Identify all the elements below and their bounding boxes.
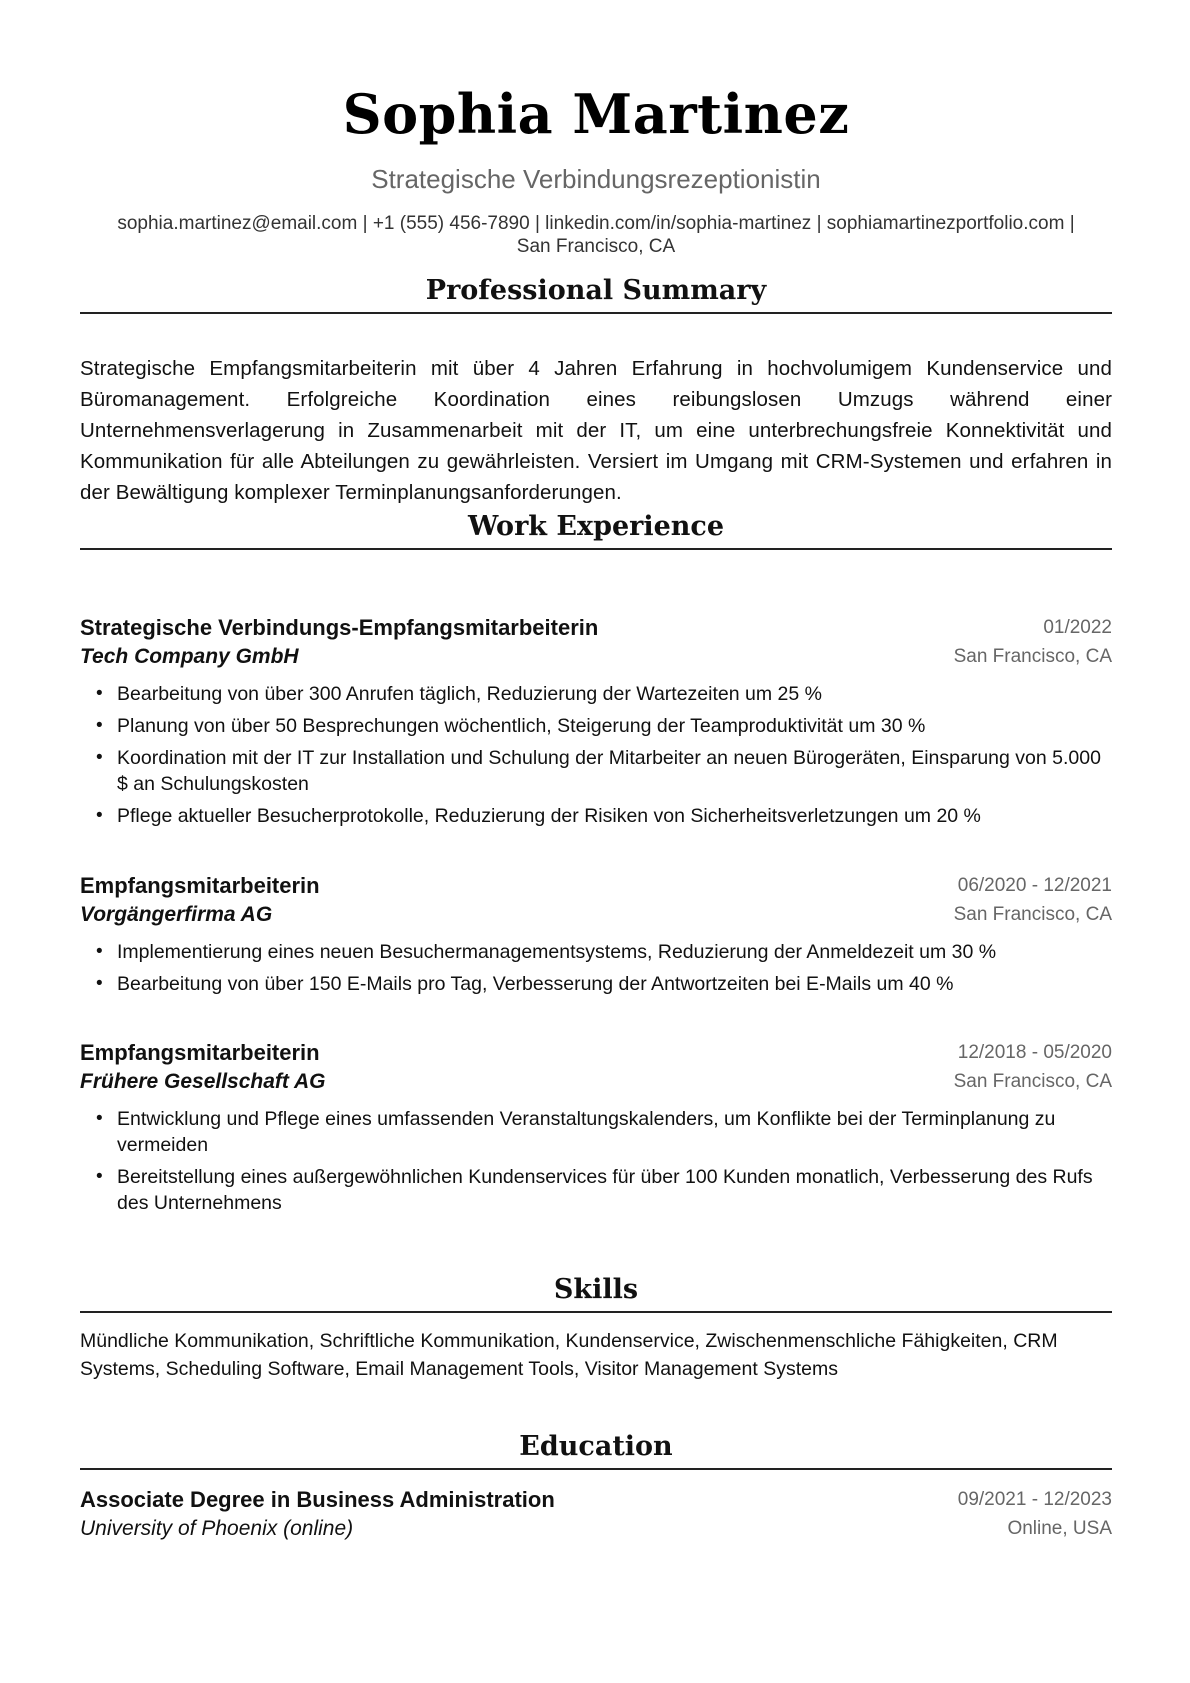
contact-line-2: San Francisco, CA bbox=[516, 236, 676, 257]
education-section bbox=[80, 1431, 1112, 1470]
bullet-item: • Bearbeitung von über 300 Anrufen täglich, Reduzierung der Wartezeiten um 25 % bbox=[80, 681, 1112, 707]
section-title-experience: Work Experience bbox=[80, 511, 1112, 550]
school-name: University of Phoenix (online) bbox=[80, 1517, 354, 1540]
skills-section bbox=[80, 1274, 1112, 1313]
job-location: San Francisco, CA bbox=[953, 904, 1112, 925]
bullet-item: • Pflege aktueller Besucherprotokolle, Reduzierung der Risiken von Sicherheitsverletzungen um 20 % bbox=[80, 803, 1112, 829]
candidate-title: Strategische Verbindungsrezeptionistin bbox=[371, 164, 821, 194]
education-date: 09/2021 - 12/2023 bbox=[957, 1489, 1112, 1510]
bullet-item: • Bearbeitung von über 150 E-Mails pro Tag, Verbesserung der Antwortzeiten bei E-Mails um 40 % bbox=[80, 971, 1112, 997]
job-bullets bbox=[80, 681, 1112, 829]
job-title: Empfangsmitarbeiterin bbox=[80, 1040, 320, 1065]
education-entry bbox=[80, 1487, 1112, 1547]
job-entry bbox=[80, 615, 1112, 835]
job-date: 06/2020 - 12/2021 bbox=[957, 875, 1112, 896]
job-date: 12/2018 - 05/2020 bbox=[957, 1042, 1112, 1063]
section-title-summary: Professional Summary bbox=[80, 275, 1112, 314]
job-entry bbox=[80, 1040, 1112, 1222]
job-bullets bbox=[80, 939, 1112, 997]
job-title: Strategische Verbindungs-Empfangsmitarbeiterin bbox=[80, 615, 599, 640]
bullet-item: • Implementierung eines neuen Besuchermanagementsystems, Reduzierung der Anmeldezeit um 30 % bbox=[80, 939, 1112, 965]
job-company: Vorgängerfirma AG bbox=[80, 903, 273, 926]
job-location: San Francisco, CA bbox=[953, 1071, 1112, 1092]
job-company: Tech Company GmbH bbox=[80, 645, 299, 668]
job-entry bbox=[80, 873, 1112, 1003]
job-date: 01/2022 bbox=[1043, 617, 1112, 638]
contact-line-1: sophia.martinez@email.com | +1 (555) 456-7890 | linkedin.com/in/sophia-martinez | sophiamartinezportfolio.com | bbox=[117, 213, 1075, 234]
job-title: Empfangsmitarbeiterin bbox=[80, 873, 320, 898]
job-location: San Francisco, CA bbox=[953, 646, 1112, 667]
section-title-skills: Skills bbox=[80, 1274, 1112, 1313]
summary-text: Strategische Empfangsmitarbeiterin mit über 4 Jahren Erfahrung in hochvolumigem Kundenservice und Büromanagement. Erfolgreiche Koordination eines reibungslosen Umzugs während einer Unternehmensverlagerung in Zusammenarbeit mit der IT, um eine unterbrechungsfreie Konnektivität und Kommunikation für alle Abteilungen zu gewährleisten. Versiert im Umgang mit CRM-Systemen und erfahren in der Bewältigung komplexer Terminplanungsanforderungen. bbox=[80, 357, 1112, 504]
section-title-education: Education bbox=[80, 1431, 1112, 1470]
bullet-item: • Entwicklung und Pflege eines umfassenden Veranstaltungskalenders, um Konflikte bei der Terminplanung zu vermeiden bbox=[80, 1106, 1112, 1158]
experience-section bbox=[80, 511, 1112, 550]
bullet-item: • Planung von über 50 Besprechungen wöchentlich, Steigerung der Teamproduktivität um 30 % bbox=[80, 713, 1112, 739]
contact-info bbox=[80, 212, 1112, 258]
job-bullets bbox=[80, 1106, 1112, 1216]
education-location: Online, USA bbox=[1007, 1518, 1112, 1539]
job-company: Frühere Gesellschaft AG bbox=[80, 1070, 326, 1093]
bullet-item: • Koordination mit der IT zur Installation und Schulung der Mitarbeiter an neuen Bürogeräten, Einsparung von 5.000 $ an Schulungskosten bbox=[80, 745, 1112, 797]
degree-name: Associate Degree in Business Administration bbox=[80, 1487, 555, 1512]
summary-section bbox=[80, 275, 1112, 314]
bullet-item: • Bereitstellung eines außergewöhnlichen Kundenservices für über 100 Kunden monatlich, Verbesserung des Rufs des Unternehmens bbox=[80, 1164, 1112, 1216]
candidate-name: Sophia Martinez bbox=[342, 82, 850, 146]
skills-text: Mündliche Kommunikation, Schriftliche Kommunikation, Kundenservice, Zwischenmenschliche Fähigkeiten, CRM Systems, Scheduling Software, Email Management Tools, Visitor Management Systems bbox=[80, 1330, 1058, 1380]
